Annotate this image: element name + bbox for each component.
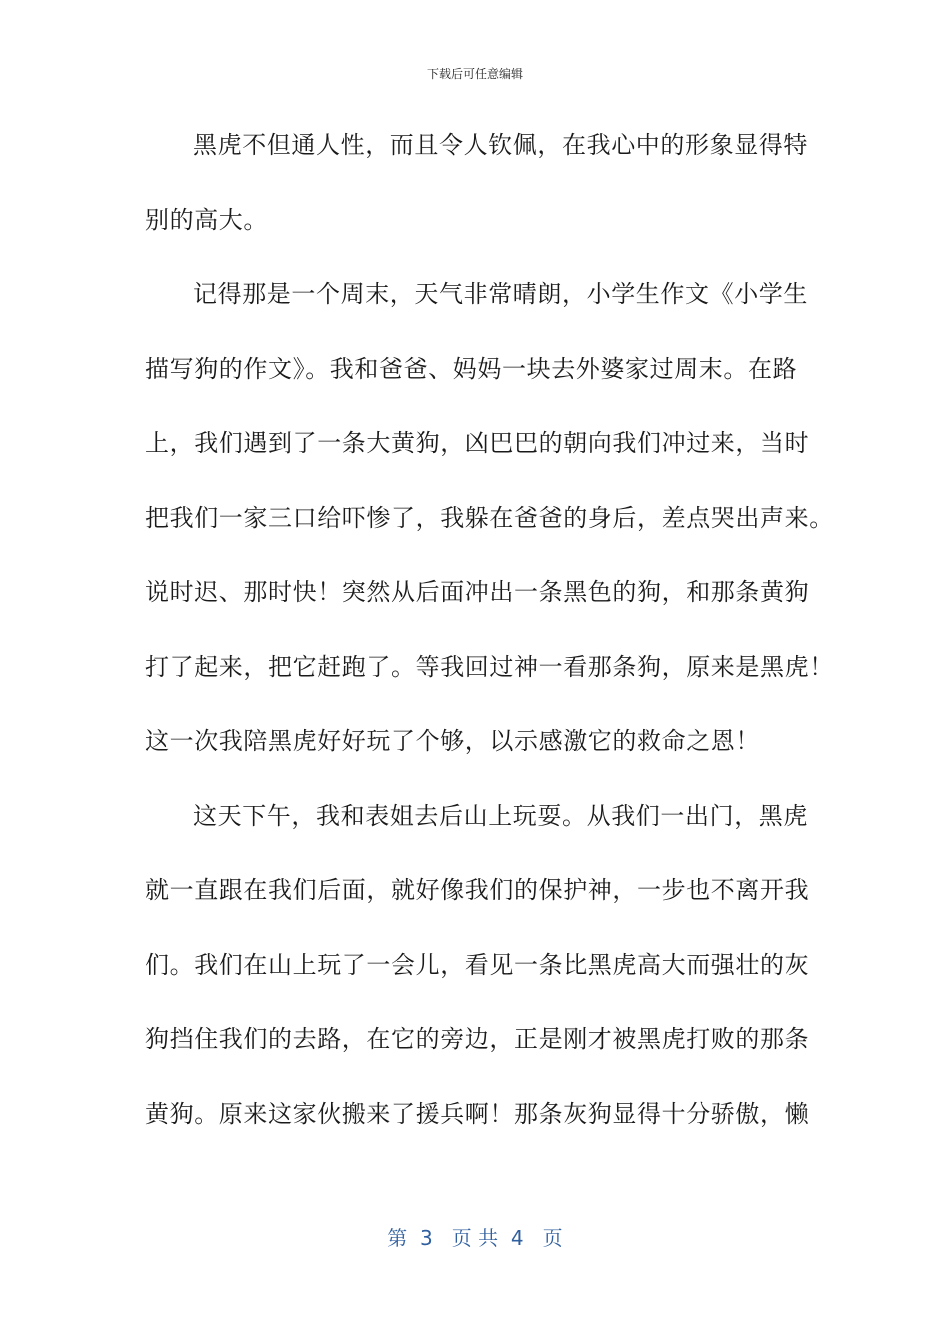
paragraph-line: 这天下午，我和表姐去后山上玩耍。从我们一出门，黑虎 xyxy=(193,801,808,830)
paragraph-line: 描写狗的作文》。我和爸爸、妈妈一块去外婆家过周末。在路 xyxy=(145,354,798,383)
paragraph-line: 打了起来，把它赶跑了。等我回过神一看那条狗，原来是黑虎！ xyxy=(145,652,834,681)
page-header: 下载后可任意编辑 xyxy=(426,67,523,81)
paragraph-line: 黑虎不但通人性，而且令人钦佩，在我心中的形象显得特 xyxy=(193,131,808,159)
paragraph-line: 就一直跟在我们后面，就好像我们的保护神，一步也不离开我 xyxy=(145,876,810,904)
document-body xyxy=(145,108,834,1151)
paragraph-line: 说时迟、那时快！突然从后面冲出一条黑色的狗，和那条黄狗 xyxy=(145,578,810,606)
paragraph-line: 这一次我陪黑虎好好玩了个够，以示感激它的救命之恩！ xyxy=(145,727,760,755)
page-number-footer: 第 3 页 共 4 页 xyxy=(387,1226,563,1250)
paragraph-line: 们。我们在山上玩了一会儿，看见一条比黑虎高大而强壮的灰 xyxy=(145,950,810,979)
paragraph-line: 记得那是一个周末，天气非常晴朗，小学生作文《小学生 xyxy=(193,280,808,308)
paragraph-line: 把我们一家三口给吓惨了，我躲在爸爸的身后，差点哭出声来。 xyxy=(145,503,834,532)
paragraph-line: 狗挡住我们的去路，在它的旁边，正是刚才被黑虎打败的那条 xyxy=(145,1025,810,1053)
paragraph-line: 上，我们遇到了一条大黄狗，凶巴巴的朝向我们冲过来，当时 xyxy=(145,429,810,457)
paragraph-line: 黄狗。原来这家伙搬来了援兵啊！那条灰狗显得十分骄傲，懒 xyxy=(145,1099,810,1128)
paragraph-line: 别的高大。 xyxy=(145,205,268,234)
